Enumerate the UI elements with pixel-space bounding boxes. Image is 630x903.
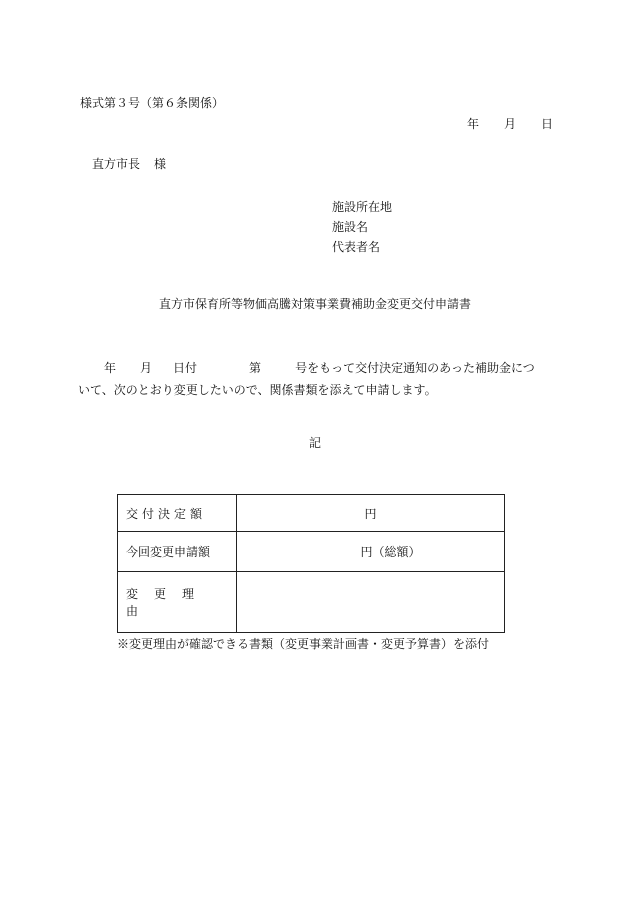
table-value-cell bbox=[237, 572, 505, 633]
body-month: 月 bbox=[140, 361, 153, 375]
attachment-note: ※変更理由が確認できる書類（変更事業計画書・変更予算書）を添付 bbox=[117, 637, 490, 651]
date-year-label: 年 bbox=[467, 117, 480, 131]
facility-name-label: 施設名 bbox=[332, 220, 369, 234]
date-line bbox=[467, 118, 553, 130]
table-label-cell: 交付決定額 bbox=[118, 495, 237, 532]
table-value-cell: 円 bbox=[237, 495, 505, 532]
table-row bbox=[118, 572, 505, 633]
table-row bbox=[118, 495, 505, 532]
addressee-honorific: 様 bbox=[154, 157, 167, 171]
facility-address-label: 施設所在地 bbox=[332, 200, 393, 214]
table-label-cell: 変更理由 bbox=[118, 572, 237, 633]
body-line-2: いて、次のとおり変更したいので、関係書類を添えて申請します。 bbox=[78, 383, 437, 397]
form-number: 様式第３号（第６条関係） bbox=[80, 96, 225, 110]
body-line1-rest: 号をもって交付決定通知のあった補助金につ bbox=[295, 361, 535, 375]
applicant-block bbox=[332, 197, 392, 257]
addressee bbox=[92, 158, 166, 170]
body-year: 年 bbox=[104, 361, 117, 375]
addressee-name: 直方市長 bbox=[92, 157, 141, 171]
representative-label: 代表者名 bbox=[332, 240, 381, 254]
body-day-suffix: 日付 bbox=[173, 361, 198, 375]
details-table bbox=[117, 494, 505, 633]
table-value-cell: 円（総額） bbox=[237, 532, 505, 572]
body-number-prefix: 第 bbox=[249, 361, 262, 375]
body-text bbox=[78, 357, 535, 401]
date-day-label: 日 bbox=[541, 117, 554, 131]
body-line-1 bbox=[78, 357, 535, 379]
date-month-label: 月 bbox=[504, 117, 517, 131]
table-row bbox=[118, 532, 505, 572]
table-label-cell: 今回変更申請額 bbox=[118, 532, 237, 572]
document-title: 直方市保育所等物価高騰対策事業費補助金変更交付申請書 bbox=[158, 297, 471, 311]
ki-heading: 記 bbox=[308, 436, 321, 450]
